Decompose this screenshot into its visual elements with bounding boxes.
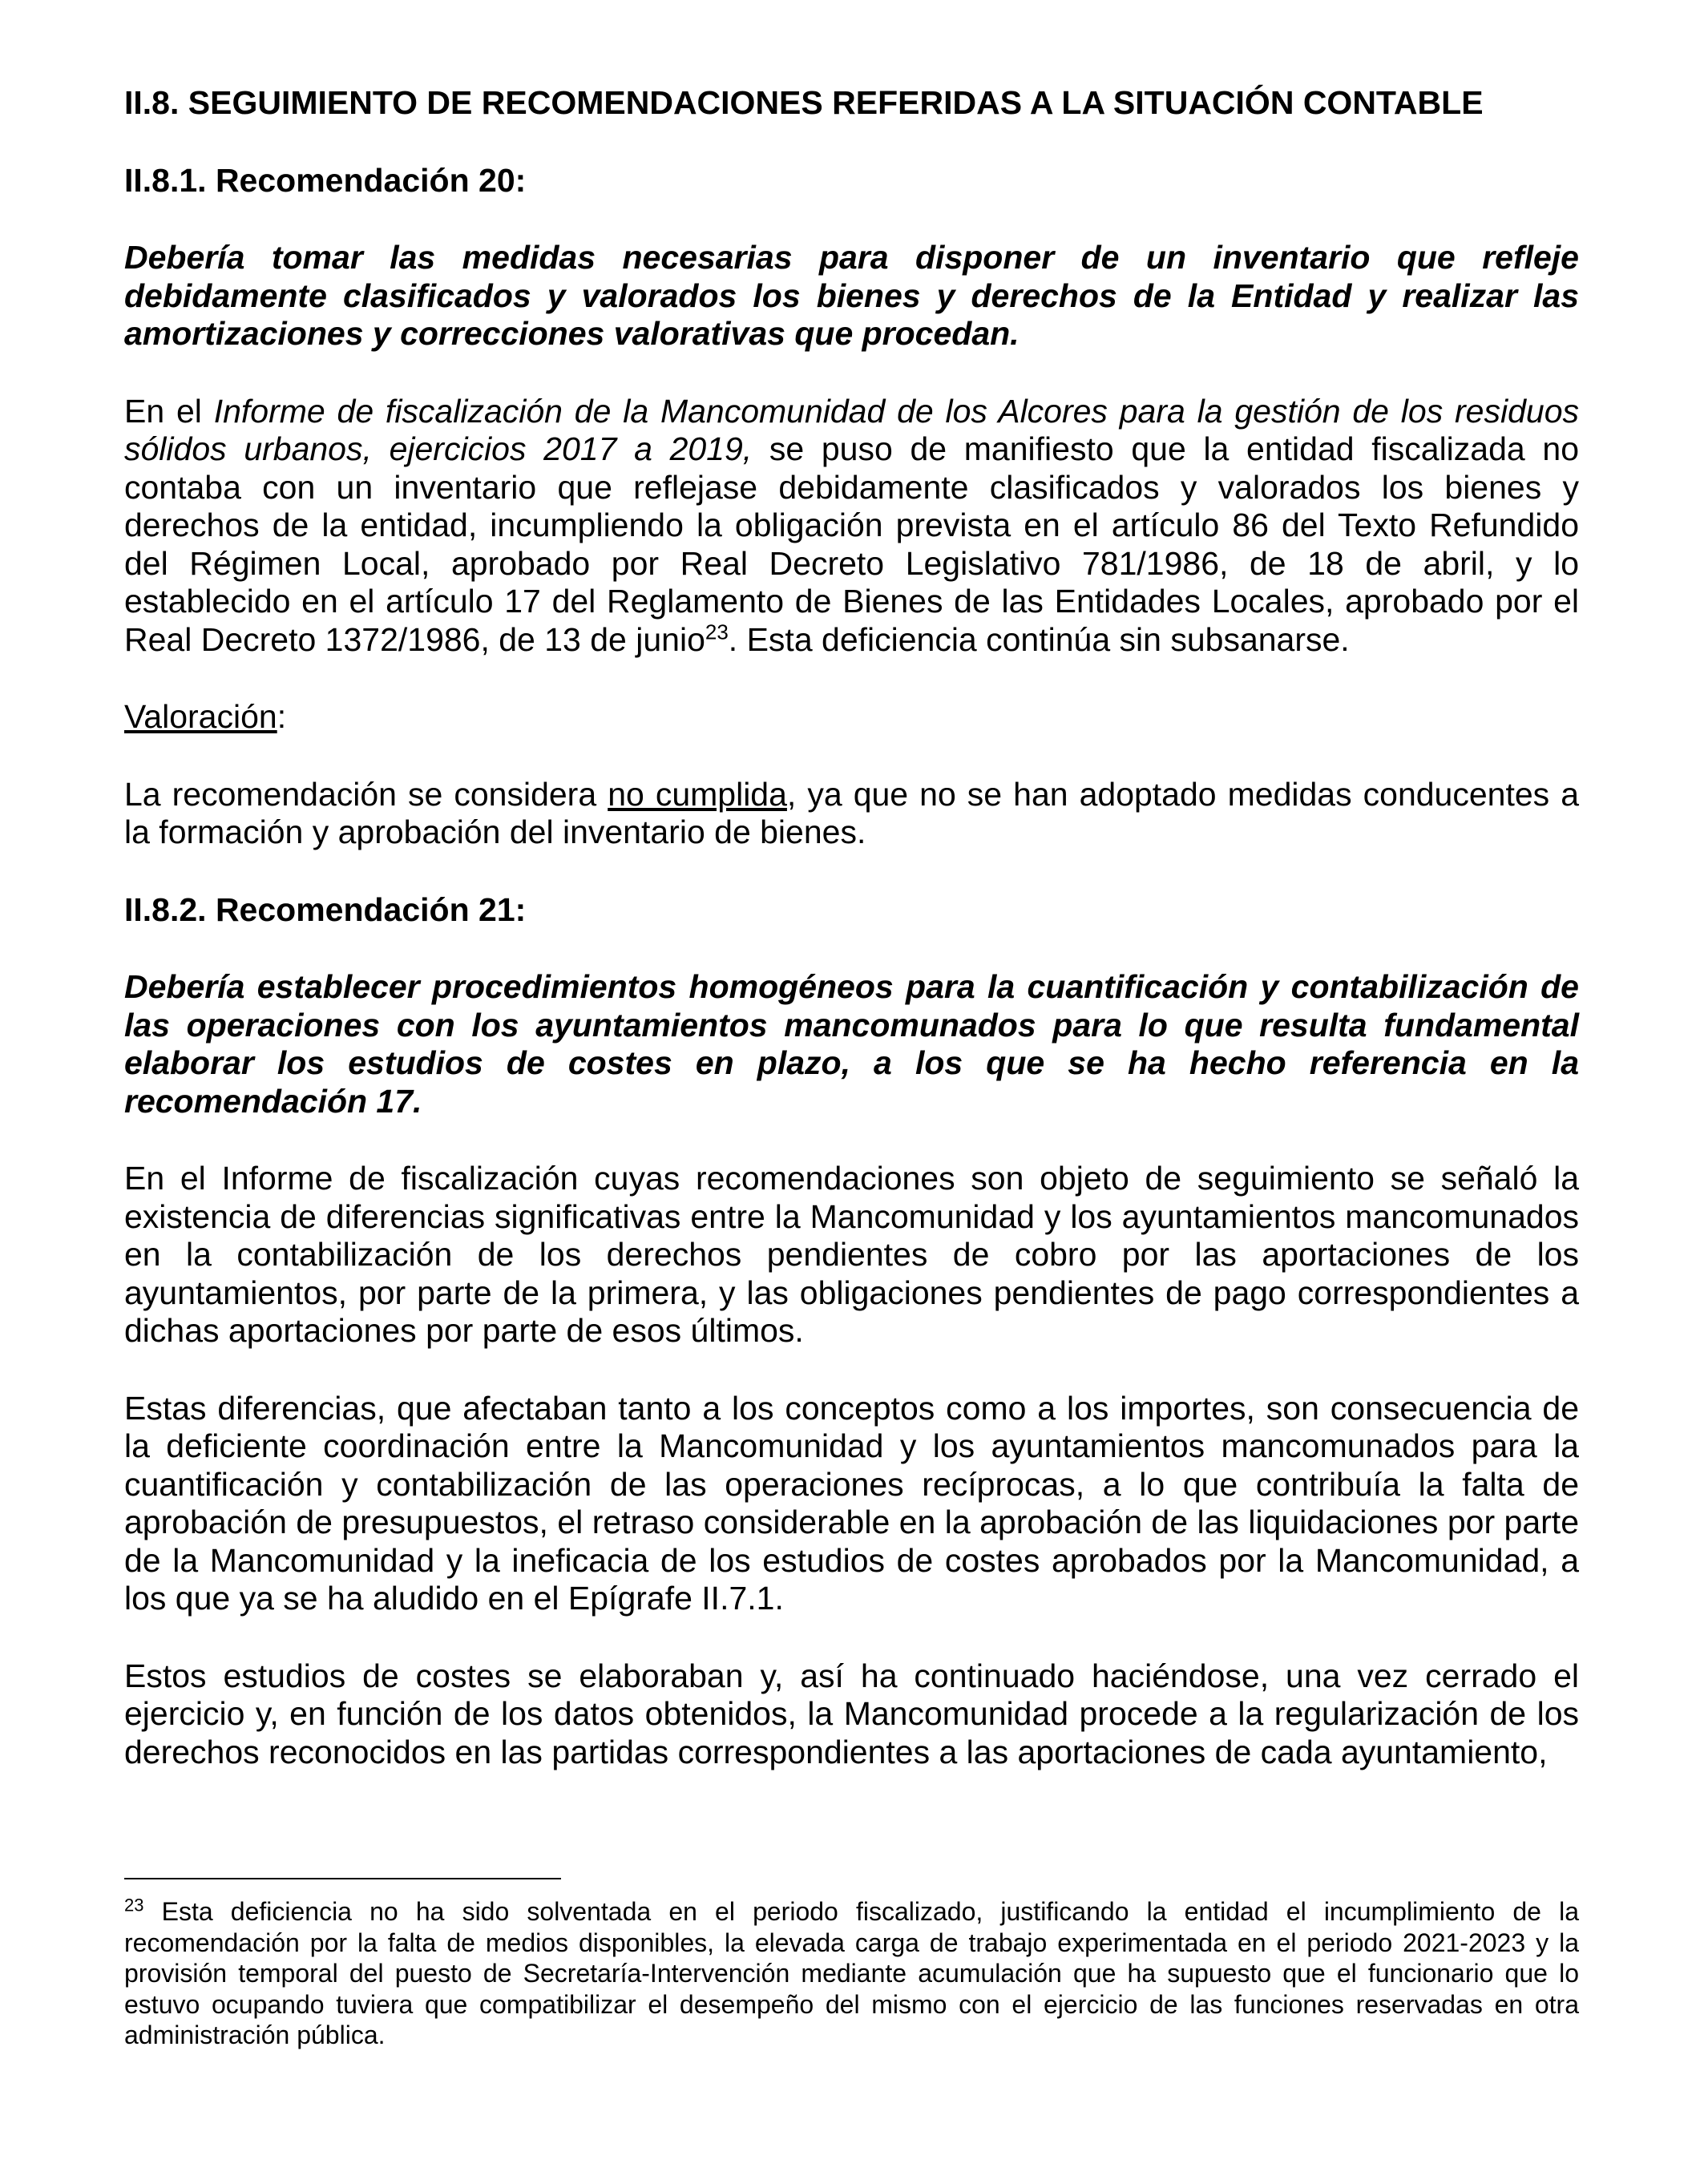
assessment-status: no cumplida [608, 775, 787, 813]
footnote-separator [124, 1878, 561, 1879]
assessment-text-end: , ya que no se han adoptado medidas conducentes a la formación y aprobación del inventario de bienes. [124, 775, 1579, 850]
recommendation-21-paragraph-3: Estos estudios de costes se elaboraban y, así ha continuado haciéndose, una vez cerrado el ejercicio y, en función de los datos obtenidos, la Mancomunidad procede a la regularización de los derechos reconocidos en las partidas correspondientes a las aportaciones de cada ayuntamiento, [124, 1657, 1579, 1770]
assessment-text-start: La recomendación se considera [124, 775, 608, 813]
recommendation-20-heading: II.8.1. Recomendación 20: [124, 161, 527, 199]
footnote [124, 1896, 1579, 2051]
valoracion-label: Valoración [124, 698, 277, 735]
paragraph-text-end: . Esta deficiencia continúa sin subsanarse. [728, 620, 1350, 658]
paragraph-text-middle: se puso de manifiesto que la entidad fiscalizada no contaba con un inventario que reflejase debidamente clasificados y valorados los bienes y derechos de la entidad, incumpliendo la obligación prevista en el artículo 86 del Texto Refundido del Régimen Local, aprobado por Real Decreto Legislativo 781/1986, de 18 de abril, y lo establecido en el artículo 17 del Reglamento de Bienes de las Entidades Locales, aprobado por el Real Decreto 1372/1986, de 13 de junio [124, 430, 1579, 658]
footnote-reference[interactable]: 23 [705, 619, 729, 644]
recommendation-21-paragraph-2: Estas diferencias, que afectaban tanto a los conceptos como a los importes, son consecuencia de la deficiente coordinación entre la Mancomunidad y los ayuntamientos mancomunados para la cuantificación y contabilización de las operaciones recíprocas, a lo que contribuía la falta de aprobación de presupuestos, el retraso considerable en la aprobación de las liquidaciones por parte de la Mancomunidad y la ineficacia de los estudios de costes aprobados por la Mancomunidad, a los que ya se ha aludido en el Epígrafe II.7.1. [124, 1389, 1579, 1617]
recommendation-20-text: Debería tomar las medidas necesarias para disponer de un inventario que refleje debidamente clasificados y valorados los bienes y derechos de la Entidad y realizar las amortizaciones y correcciones valorativas que procedan. [124, 239, 1579, 352]
recommendation-20-assessment [124, 776, 1579, 852]
section-heading: II.8. SEGUIMIENTO DE RECOMENDACIONES REFERIDAS A LA SITUACIÓN CONTABLE [124, 84, 1484, 121]
report-title: Informe de fiscalización de la Mancomunidad de los Alcores para la gestión de los residuos sólidos urbanos, ejercicios 2017 a 2019, [124, 392, 1579, 467]
recommendation-21-paragraph-1: En el Informe de fiscalización cuyas recomendaciones son objeto de seguimiento se señaló la existencia de diferencias significativas entre la Mancomunidad y los ayuntamientos mancomunados en la contabilización de los derechos pendientes de cobro por las aportaciones de los ayuntamientos, por parte de la primera, y las obligaciones pendientes de pago correspondientes a dichas aportaciones por parte de esos últimos. [124, 1160, 1579, 1349]
footnote-number: 23 [124, 1895, 144, 1916]
recommendation-21-heading: II.8.2. Recomendación 21: [124, 890, 527, 928]
paragraph-text-start: En el [124, 392, 214, 430]
recommendation-20-paragraph [124, 393, 1579, 660]
footnote-text: Esta deficiencia no ha sido solventada en el periodo fiscalizado, justificando la entidad el incumplimiento de la recomendación por la falta de medios disponibles, la elevada carga de trabajo experimentada en el periodo 2021-2023 y la provisión temporal del puesto de Secretaría-Intervención mediante acumulación que ha supuesto que el funcionario que lo estuvo ocupando tuviera que compatibilizar el desempeño del mismo con el ejercicio de las funciones reservadas en otra administración pública. [124, 1897, 1579, 2049]
valoracion-label-line [124, 698, 1579, 737]
document-page [124, 84, 1579, 1811]
valoracion-colon: : [277, 698, 287, 735]
recommendation-21-text: Debería establecer procedimientos homogéneos para la cuantificación y contabilización de las operaciones con los ayuntamientos mancomunados para lo que resulta fundamental elaborar los estudios de costes en plazo, a los que se ha hecho referencia en la recomendación 17. [124, 968, 1579, 1120]
